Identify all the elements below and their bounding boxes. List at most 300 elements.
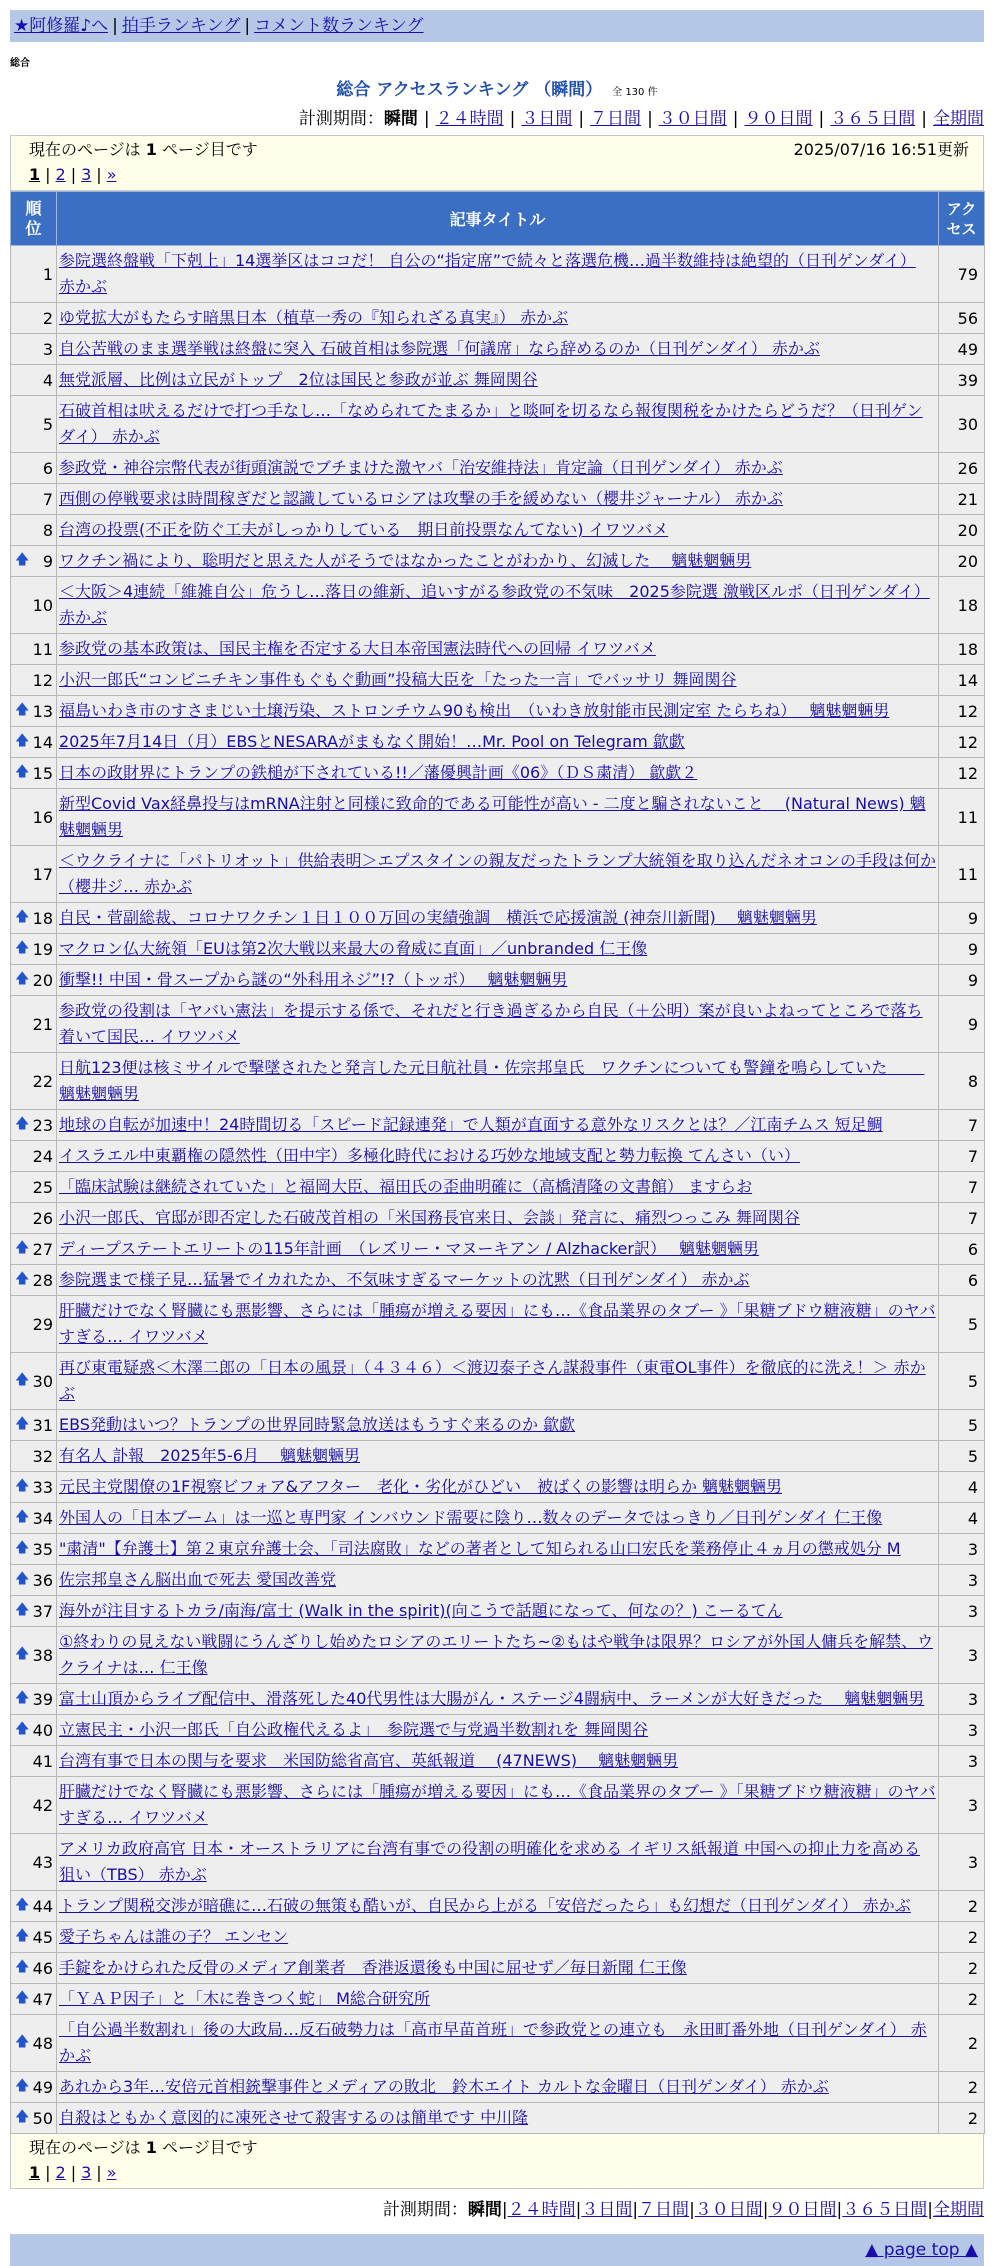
- article-title-link[interactable]: アメリカ政府高官 日本・オーストラリアに台湾有事での役割の明確化を求める イギリス紙報道 中国への抑止力を高める狙い（TBS） 赤かぶ: [59, 1839, 921, 1884]
- table-row: [11, 1596, 985, 1627]
- rank-cell: [11, 1834, 57, 1891]
- table-row: [11, 903, 985, 934]
- rank-number: 50: [32, 2108, 53, 2128]
- pager-separator: |: [45, 165, 51, 184]
- article-title-link[interactable]: 有名人 訃報 2025年5-6月 魑魅魍魎男: [59, 1446, 361, 1465]
- title-cell: [57, 1110, 939, 1141]
- article-title-link[interactable]: 立憲民主・小沢一郎氏「自公政権代えるよ」 参院選で与党過半数割れを 舞岡関谷: [59, 1720, 649, 1739]
- rank-number: 33: [32, 1477, 53, 1497]
- access-count: 9: [939, 903, 985, 934]
- article-title-link[interactable]: ゆ党拡大がもたらす暗黒日本（植草一秀の『知られざる真実』） 赤かぶ: [59, 308, 569, 327]
- article-title-link[interactable]: 富士山頂からライブ配信中、滑落死した40代男性は大腸がん・ステージ4闘病中、ラーメンが大好きだった 魑魅魍魎男: [59, 1689, 925, 1708]
- table-row: [11, 758, 985, 789]
- page-top-link[interactable]: ▲ page top ▲: [865, 2240, 978, 2260]
- article-title-link[interactable]: ディープステートエリートの115年計画 （レズリー・マヌーキアン / Alzhacker訳） 魑魅魍魎男: [59, 1239, 760, 1258]
- rank-number: 20: [32, 970, 53, 990]
- article-title-link[interactable]: あれから3年…安倍元首相銃撃事件とメディアの敗北 鈴木エイト カルトな金曜日（日刊ゲンダイ） 赤かぶ: [59, 2077, 829, 2096]
- access-count: 3: [939, 1596, 985, 1627]
- rank-number: 10: [32, 595, 53, 615]
- rank-cell: [11, 1441, 57, 1472]
- article-title-link[interactable]: 参政党の役割は「ヤバい憲法」を提示する係で、それだと行き過ぎるから自民（＋公明）案が良いよねってところで落ち着いて国民… イワツバメ: [59, 1001, 923, 1046]
- rank-up-arrow-icon: 🡅: [15, 702, 30, 718]
- article-title-link[interactable]: "粛清"【弁護士】第２東京弁護士会、「司法腐敗」などの著者として知られる山口宏氏を業務停止４ヵ月の懲戒処分 M: [59, 1539, 901, 1558]
- title-cell: [57, 934, 939, 965]
- period-link[interactable]: ２４時間: [435, 109, 504, 129]
- rank-number: 49: [32, 2077, 53, 2097]
- rank-cell: [11, 965, 57, 996]
- title-cell: [57, 1565, 939, 1596]
- rank-number: 25: [32, 1177, 53, 1197]
- period-link[interactable]: ３０日間: [658, 109, 727, 129]
- rank-number: 43: [32, 1852, 53, 1872]
- rank-number: 35: [32, 1539, 53, 1559]
- title-cell: [57, 1922, 939, 1953]
- title-cell: [57, 1834, 939, 1891]
- title-cell: [57, 789, 939, 846]
- rank-number: 34: [32, 1508, 53, 1528]
- access-count: 3: [939, 1684, 985, 1715]
- title-cell: [57, 2072, 939, 2103]
- article-title-link[interactable]: 海外が注目するトカラ/南海/富士 (Walk in the spirit)(向こうで話題になって、何なの？) こーるてん: [59, 1601, 783, 1620]
- access-count: 3: [939, 1534, 985, 1565]
- access-count: 20: [939, 546, 985, 577]
- access-count: 2: [939, 2015, 985, 2072]
- pager-next-link[interactable]: »: [106, 2163, 117, 2182]
- table-row: [11, 303, 985, 334]
- table-row: [11, 246, 985, 303]
- title-cell: [57, 965, 939, 996]
- article-title-link[interactable]: 佐宗邦皇さん脳出血で死去 愛国改善党: [59, 1570, 337, 1589]
- pager-bottom: [29, 2160, 969, 2186]
- rank-cell: [11, 1203, 57, 1234]
- article-title-link[interactable]: 「臨床試験は継続されていた」と福岡大臣、福田氏の歪曲明確に（高橋清隆の文書館） ますらお: [59, 1177, 753, 1196]
- home-link[interactable]: ★阿修羅♪へ: [14, 16, 109, 36]
- title-cell: [57, 1410, 939, 1441]
- title-cell: [57, 1441, 939, 1472]
- rank-cell: [11, 303, 57, 334]
- period-link[interactable]: ７日間: [638, 2200, 690, 2220]
- title-cell: [57, 1684, 939, 1715]
- nav-separator: |: [244, 16, 251, 36]
- rank-cell: [11, 1503, 57, 1534]
- article-title-link[interactable]: ワクチン禍により、聡明だと思えた人がそうではなかったことがわかり、幻滅した 魑魅魍魎男: [59, 551, 752, 570]
- title-cell: [57, 1984, 939, 2015]
- access-count: 9: [939, 965, 985, 996]
- table-row: [11, 965, 985, 996]
- title-cell: [57, 1596, 939, 1627]
- table-row: [11, 1234, 985, 1265]
- article-title-link[interactable]: 台湾有事で日本の関与を要求 米国防総省高官、英紙報道 (47NEWS) 魑魅魍魎男: [59, 1751, 679, 1770]
- access-count: 79: [939, 246, 985, 303]
- rank-number: 8: [42, 520, 53, 540]
- pager-separator: |: [96, 165, 102, 184]
- rank-cell: [11, 396, 57, 453]
- article-title-link[interactable]: 福島いわき市のすさまじい土壌汚染、ストロンチウム90も検出 （いわき放射能市民測定室 たらちね） 魑魅魍魎男: [59, 701, 890, 720]
- section-label: 総合: [10, 58, 30, 69]
- period-separator: |: [575, 2200, 582, 2220]
- access-count: 5: [939, 1441, 985, 1472]
- table-row: [11, 2072, 985, 2103]
- rank-cell: [11, 1296, 57, 1353]
- article-title-link[interactable]: 日本の政財界にトランプの鉄槌が下されている!!／藩優興計画《06》（ＤＳ粛清） 歙歔２: [59, 763, 698, 782]
- period-link[interactable]: 全期間: [933, 109, 984, 129]
- period-separator: |: [732, 109, 739, 129]
- table-row: [11, 1684, 985, 1715]
- period-current: 瞬間: [467, 2200, 502, 2220]
- article-title-link[interactable]: ①終わりの見えない戦闘にうんざりし始めたロシアのエリートたち~②もはや戦争は限界？ロシアが外国人傭兵を解禁、ウクライナは… 仁王像: [59, 1632, 934, 1677]
- table-row: [11, 696, 985, 727]
- article-title-link[interactable]: 地球の自転が加速中！24時間切る「スピード記録連発」で人類が直面する意外なリスクとは？／江南チムス 短足鯛: [59, 1115, 883, 1134]
- period-current: 瞬間: [383, 109, 418, 129]
- access-count: 2: [939, 1922, 985, 1953]
- period-link[interactable]: ３０日間: [694, 2200, 763, 2220]
- rank-number: 15: [32, 763, 53, 783]
- article-title-link[interactable]: 元民主党閣僚の1F視察ビフォア&アフター 老化・劣化がひどい 被ばくの影響は明らか 魑魅魍魎男: [59, 1477, 783, 1496]
- bottom-bar: [10, 2234, 984, 2266]
- article-title-link[interactable]: ＜ウクライナに「パトリオット」供給表明＞エプスタインの親友だったトランプ大統領を取り込んだネオコンの手段は何か（櫻井ジ… 赤かぶ: [59, 851, 936, 896]
- title-cell: [57, 303, 939, 334]
- period-link[interactable]: ９０日間: [768, 2200, 837, 2220]
- period-selector-top: [10, 104, 984, 129]
- rank-cell: [11, 934, 57, 965]
- title-cell: [57, 634, 939, 665]
- title-cell: [57, 1534, 939, 1565]
- rank-cell: [11, 696, 57, 727]
- period-link[interactable]: ９０日間: [744, 109, 813, 129]
- title-cell: [57, 453, 939, 484]
- period-separator: |: [836, 2200, 843, 2220]
- article-title-link[interactable]: 外国人の「日本ブーム」は一巡と専門家 インバウンド需要に陰り…数々のデータではっきり／日刊ゲンダイ 仁王像: [59, 1508, 883, 1527]
- article-title-link[interactable]: 参院選まで様子見…猛暑でイカれたか、不気味すぎるマーケットの沈黙（日刊ゲンダイ） 赤かぶ: [59, 1270, 750, 1289]
- rank-up-arrow-icon: 🡅: [15, 971, 30, 987]
- rank-cell: [11, 2015, 57, 2072]
- table-row: [11, 1565, 985, 1596]
- pager-separator: |: [96, 2163, 102, 2182]
- table-row: [11, 1172, 985, 1203]
- rank-cell: [11, 1353, 57, 1410]
- period-separator: |: [921, 109, 927, 129]
- access-count: 2: [939, 1891, 985, 1922]
- table-row: [11, 515, 985, 546]
- period-link[interactable]: ７日間: [590, 109, 642, 129]
- pager-current: 1: [29, 165, 41, 184]
- article-title-link[interactable]: 「ＹＡＰ因子」と「木に巻きつく蛇」 M総合研究所: [59, 1989, 430, 2008]
- rank-number: 13: [32, 701, 53, 721]
- rank-number: 41: [32, 1751, 53, 1771]
- article-title-link[interactable]: 再び東電疑惑＜木澤二郎の「日本の風景」（４３４６）＜渡辺泰子さん謀殺事件（東電OL事件）を徹底的に洗え！＞ 赤かぶ: [59, 1358, 926, 1403]
- clap-ranking-link[interactable]: 拍手ランキング: [121, 16, 241, 36]
- title-cell: [57, 546, 939, 577]
- period-link[interactable]: ３日間: [521, 109, 573, 129]
- table-row: [11, 484, 985, 515]
- rank-cell: [11, 577, 57, 634]
- access-count: 49: [939, 334, 985, 365]
- col-title-header: 記事タイトル: [57, 192, 939, 246]
- rank-cell: [11, 1172, 57, 1203]
- rank-number: 23: [32, 1115, 53, 1135]
- current-page-text: 現在のページは 1 ページ目です: [29, 140, 258, 159]
- period-link[interactable]: 全期間: [933, 2200, 984, 2220]
- title-cell: [57, 665, 939, 696]
- rank-cell: [11, 2103, 57, 2134]
- table-row: [11, 334, 985, 365]
- rank-number: 39: [32, 1689, 53, 1709]
- rank-cell: [11, 665, 57, 696]
- article-title-link[interactable]: トランプ関税交渉が暗礁に…石破の無策も酷いが、自民から上がる「安倍だったら」も幻想だ（日刊ゲンダイ） 赤かぶ: [59, 1896, 911, 1915]
- rank-up-arrow-icon: 🡅: [15, 1240, 30, 1256]
- article-title-link[interactable]: 肝臓だけでなく腎臓にも悪影響、さらには「腫瘍が増える要因」にも…《食品業界のタブー 》「果糖ブドウ糖液糖」のヤバすぎる… イワツバメ: [59, 1301, 936, 1346]
- article-title-link[interactable]: 日航123便は核ミサイルで撃墜されたと発言した元日航社員・佐宗邦皇氏 ワクチンについても警鐘を鳴らしていた 魑魅魍魎男: [59, 1058, 925, 1103]
- rank-cell: [11, 634, 57, 665]
- rank-number: 26: [32, 1208, 53, 1228]
- article-title-link[interactable]: 愛子ちゃんは誰の子？ エンセン: [59, 1927, 289, 1946]
- page-title: [10, 75, 984, 100]
- period-link[interactable]: ３６５日間: [830, 109, 916, 129]
- article-title-link[interactable]: 自殺はともかく意図的に凍死させて殺害するのは簡単です 中川隆: [59, 2108, 529, 2127]
- table-row: [11, 396, 985, 453]
- table-row: [11, 1534, 985, 1565]
- rank-number: 3: [42, 339, 53, 359]
- access-count: 18: [939, 577, 985, 634]
- rank-number: 48: [32, 2033, 53, 2053]
- table-row: [11, 365, 985, 396]
- rank-number: 27: [32, 1239, 53, 1259]
- title-cell: [57, 758, 939, 789]
- table-row: [11, 665, 985, 696]
- updated-time: 2025/07/16 16:51更新: [793, 140, 969, 159]
- article-title-link[interactable]: イスラエル中東覇権の隠然性（田中宇）多極化時代における巧妙な地域支配と勢力転換 てんさい（い）: [59, 1146, 800, 1165]
- title-cell: [57, 577, 939, 634]
- title-cell: [57, 1296, 939, 1353]
- article-title-link[interactable]: 参院選終盤戦「下剋上」14選挙区はココだ！ 自公の“指定席”で続々と落選危機…過半数維持は絶望的（日刊ゲンダイ） 赤かぶ: [59, 251, 916, 296]
- access-count: 56: [939, 303, 985, 334]
- top-nav-bar: [10, 10, 984, 42]
- rank-number: 40: [32, 1720, 53, 1740]
- title-cell: [57, 1053, 939, 1110]
- table-row: [11, 1984, 985, 2015]
- rank-up-arrow-icon: 🡅: [15, 909, 30, 925]
- access-count: 3: [939, 1715, 985, 1746]
- rank-number: 42: [32, 1795, 53, 1815]
- rank-number: 37: [32, 1601, 53, 1621]
- rank-cell: [11, 1110, 57, 1141]
- article-title-link[interactable]: 小沢一郎氏“コンビニチキン事件もぐもぐ動画”投稿大臣を「たった一言」でバッサリ 舞岡関谷: [59, 670, 737, 689]
- rank-number: 21: [32, 1014, 53, 1034]
- access-count: 6: [939, 1265, 985, 1296]
- title-cell: [57, 1353, 939, 1410]
- rank-cell: [11, 1746, 57, 1777]
- rank-up-arrow-icon: 🡅: [15, 552, 30, 568]
- table-row: [11, 1410, 985, 1441]
- title-cell: [57, 1172, 939, 1203]
- title-cell: [57, 1715, 939, 1746]
- article-title-link[interactable]: 西側の停戦要求は時間稼ぎだと認識しているロシアは攻撃の手を緩めない（櫻井ジャーナル） 赤かぶ: [59, 489, 783, 508]
- rank-cell: [11, 1472, 57, 1503]
- rank-cell: [11, 546, 57, 577]
- rank-cell: [11, 1984, 57, 2015]
- article-title-link[interactable]: 肝臓だけでなく腎臓にも悪影響、さらには「腫瘍が増える要因」にも…《食品業界のタブー 》「果糖ブドウ糖液糖」のヤバすぎる… イワツバメ: [59, 1782, 936, 1827]
- access-count: 5: [939, 1353, 985, 1410]
- access-count: 3: [939, 1834, 985, 1891]
- rank-number: 9: [42, 551, 53, 571]
- title-cell: [57, 1141, 939, 1172]
- title-cell: [57, 1777, 939, 1834]
- rank-number: 36: [32, 1570, 53, 1590]
- period-link[interactable]: ３６５日間: [842, 2200, 928, 2220]
- rank-number: 38: [32, 1645, 53, 1665]
- rank-number: 30: [32, 1371, 53, 1391]
- article-title-link[interactable]: マクロン仏大統領「EUは第2次大戦以来最大の脅威に直面」／unbranded 仁王像: [59, 939, 648, 958]
- period-selector-bottom: [10, 2195, 984, 2220]
- title-cell: [57, 1203, 939, 1234]
- article-title-link[interactable]: ＜大阪＞4連続「維雑自公」危うし…落日の維新、追いすがる参政党の不気味 2025参院選 激戦区ルポ（日刊ゲンダイ） 赤かぶ: [59, 582, 930, 627]
- access-count: 4: [939, 1503, 985, 1534]
- period-link[interactable]: ３日間: [581, 2200, 633, 2220]
- pager-link[interactable]: 3: [81, 165, 92, 184]
- rank-up-arrow-icon: 🡅: [15, 1416, 30, 1432]
- rank-cell: [11, 246, 57, 303]
- article-title-link[interactable]: 無党派層、比例は立民がトップ 2位は国民と参政が並ぶ 舞岡関谷: [59, 370, 538, 389]
- article-title-link[interactable]: 参政党・神谷宗幣代表が街頭演説でブチまけた激ヤバ「治安維持法」肯定論（日刊ゲンダイ） 赤かぶ: [59, 458, 783, 477]
- rank-number: 44: [32, 1896, 53, 1916]
- rank-up-arrow-icon: 🡅: [15, 1928, 30, 1944]
- pager-separator: |: [70, 2163, 77, 2182]
- rank-up-arrow-icon: 🡅: [15, 1721, 30, 1737]
- access-count: 11: [939, 846, 985, 903]
- article-title-link[interactable]: 台湾の投票(不正を防ぐ工夫がしっかりしている 期日前投票なんてない) イワツバメ: [59, 520, 669, 539]
- rank-number: 4: [42, 370, 53, 390]
- access-count: 8: [939, 1053, 985, 1110]
- period-link[interactable]: ２４時間: [507, 2200, 576, 2220]
- title-cell: [57, 515, 939, 546]
- rank-number: 2: [42, 308, 53, 328]
- table-row: [11, 1110, 985, 1141]
- article-title-link[interactable]: 2025年7月14日（月）EBSとNESARAがまもなく開始！…Mr. Pool on Telegram 歙歔: [59, 732, 685, 751]
- access-count: 18: [939, 634, 985, 665]
- table-row: [11, 1353, 985, 1410]
- rank-cell: [11, 727, 57, 758]
- title-cell: [57, 334, 939, 365]
- period-separator: |: [689, 2200, 695, 2220]
- ranking-table: [10, 191, 985, 2134]
- article-title-link[interactable]: 衝撃!! 中国・骨スープから謎の“外科用ネジ”!?（トッポ） 魑魅魍魎男: [59, 970, 568, 989]
- rank-up-arrow-icon: 🡅: [15, 1602, 30, 1618]
- title-cell: [57, 2103, 939, 2134]
- title-cell: [57, 1627, 939, 1684]
- access-count: 26: [939, 453, 985, 484]
- rank-up-arrow-icon: 🡅: [15, 1372, 30, 1388]
- article-title-link[interactable]: 手錠をかけられた反骨のメディア創業者 香港返還後も中国に屈せず／毎日新聞 仁王像: [59, 1958, 687, 1977]
- current-page-text: 現在のページは 1 ページ目です: [29, 2138, 258, 2157]
- table-row: [11, 1627, 985, 1684]
- rank-number: 31: [32, 1415, 53, 1435]
- rank-up-arrow-icon: 🡅: [15, 764, 30, 780]
- article-title-link[interactable]: 自公苦戦のまま選挙戦は終盤に突入 石破首相は参院選「何議席」なら辞めるのか（日刊ゲンダイ） 赤かぶ: [59, 339, 820, 358]
- access-count: 3: [939, 1746, 985, 1777]
- rank-up-arrow-icon: 🡅: [15, 2078, 30, 2094]
- period-separator: |: [501, 2200, 508, 2220]
- period-separator: |: [647, 109, 653, 129]
- pager-link[interactable]: 2: [55, 2163, 66, 2182]
- pager-next-link[interactable]: »: [106, 165, 117, 184]
- rank-number: 7: [42, 489, 53, 509]
- nav-separator: |: [112, 16, 118, 36]
- rank-number: 14: [32, 732, 53, 752]
- page-info-bottom: [10, 2134, 984, 2189]
- table-row: [11, 846, 985, 903]
- rank-cell: [11, 1053, 57, 1110]
- table-row: [11, 1441, 985, 1472]
- pager-link[interactable]: 2: [55, 165, 66, 184]
- rank-up-arrow-icon: 🡅: [15, 1690, 30, 1706]
- article-title-link[interactable]: 石破首相は吠えるだけで打つ手なし…「なめられてたまるか」と啖呵を切るなら報復関税をかけたらどうだ？（日刊ゲンダイ） 赤かぶ: [59, 401, 923, 446]
- rank-up-arrow-icon: 🡅: [15, 1540, 30, 1556]
- article-title-link[interactable]: 自民・菅副総裁、コロナワクチン１日１００万回の実績強調 横浜で応援演説 (神奈川新聞) 魑魅魍魎男: [59, 908, 817, 927]
- title-cell: [57, 1234, 939, 1265]
- access-count: 7: [939, 1110, 985, 1141]
- title-cell: [57, 1891, 939, 1922]
- rank-cell: [11, 515, 57, 546]
- rank-cell: [11, 1684, 57, 1715]
- access-count: 12: [939, 696, 985, 727]
- rank-up-arrow-icon: 🡅: [15, 1990, 30, 2006]
- article-title-link[interactable]: EBS発動はいつ？トランプの世界同時緊急放送はもうすぐ来るのか 歙歔: [59, 1415, 576, 1434]
- table-row: [11, 1296, 985, 1353]
- pager-link[interactable]: 3: [81, 2163, 92, 2182]
- rank-up-arrow-icon: 🡅: [15, 1646, 30, 1662]
- rank-number: 22: [32, 1071, 53, 1091]
- access-count: 39: [939, 365, 985, 396]
- table-row: [11, 453, 985, 484]
- title-cell: [57, 246, 939, 303]
- article-title-link[interactable]: 新型Covid Vax経鼻投与はmRNA注射と同様に致命的である可能性が高い - 二度と騙されないこと (Natural News) 魑魅魍魎男: [59, 794, 926, 839]
- access-count: 4: [939, 1472, 985, 1503]
- table-row: [11, 1472, 985, 1503]
- article-title-link[interactable]: 小沢一郎氏、官邸が即否定した石破茂首相の「米国務長官来日、会談」発言に、痛烈つっこみ 舞岡関谷: [59, 1208, 800, 1227]
- table-row: [11, 727, 985, 758]
- rank-cell: [11, 2072, 57, 2103]
- rank-up-arrow-icon: 🡅: [15, 1571, 30, 1587]
- rank-cell: [11, 1922, 57, 1953]
- table-row: [11, 1746, 985, 1777]
- access-count: 11: [939, 789, 985, 846]
- title-cell: [57, 396, 939, 453]
- rank-up-arrow-icon: 🡅: [15, 733, 30, 749]
- article-title-link[interactable]: 「自公過半数割れ」後の大政局…反石破勢力は「高市早苗首班」で参政党との連立も 永田町番外地（日刊ゲンダイ） 赤かぶ: [59, 2020, 927, 2065]
- period-label: 計測期間：: [382, 2200, 468, 2220]
- rank-cell: [11, 453, 57, 484]
- col-rank-header: 順位: [11, 192, 57, 246]
- rank-number: 32: [32, 1446, 53, 1466]
- rank-number: 16: [32, 807, 53, 827]
- pager-top: [29, 162, 969, 188]
- access-count: 9: [939, 934, 985, 965]
- title-cell: [57, 1265, 939, 1296]
- rank-up-arrow-icon: 🡅: [15, 1271, 30, 1287]
- table-row: [11, 1953, 985, 1984]
- period-separator: |: [818, 109, 825, 129]
- rank-number: 5: [42, 414, 53, 434]
- rank-number: 1: [42, 264, 53, 284]
- rank-cell: [11, 1627, 57, 1684]
- table-row: [11, 1922, 985, 1953]
- comment-ranking-link[interactable]: コメント数ランキング: [254, 16, 424, 36]
- period-separator: |: [578, 109, 585, 129]
- rank-up-arrow-icon: 🡅: [15, 1478, 30, 1494]
- period-separator: |: [632, 2200, 639, 2220]
- rank-up-arrow-icon: 🡅: [15, 2109, 30, 2125]
- article-title-link[interactable]: 参政党の基本政策は、国民主権を否定する大日本帝国憲法時代への回帰 イワツバメ: [59, 639, 656, 658]
